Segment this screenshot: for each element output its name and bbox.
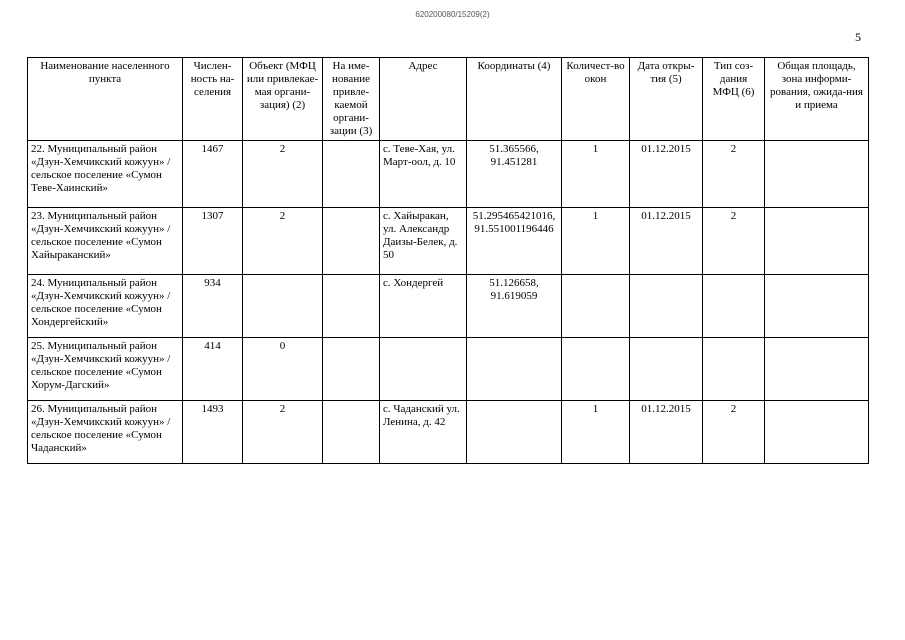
table-row: [28, 338, 869, 401]
document-stamp: 620200080/15209(2): [415, 10, 490, 19]
settlements-table: [27, 57, 869, 464]
windows-cell: 1: [562, 401, 630, 464]
table-row: [28, 401, 869, 464]
header-cell: Адрес: [380, 58, 467, 141]
address-cell: с. Хайыракан, ул. Александр Даизы-Белек, д. 50: [380, 208, 467, 275]
settlement-name-cell: 22. Муниципальный район «Дзун-Хемчикский кожуун» / сельское поселение «Сумон Теве-Хаинский»: [28, 141, 183, 208]
address-cell: с. Теве-Хая, ул. Март-оол, д. 10: [380, 141, 467, 208]
type-cell: 2: [703, 208, 765, 275]
area-cell: [765, 401, 869, 464]
type-cell: 2: [703, 401, 765, 464]
settlement-name-cell: 24. Муниципальный район «Дзун-Хемчикский кожуун» / сельское поселение «Сумон Хондергейский»: [28, 275, 183, 338]
coordinates-cell: 51.295465421016, 91.551001196446: [467, 208, 562, 275]
page-number: 5: [855, 30, 861, 44]
area-cell: [765, 141, 869, 208]
org-name-cell: [323, 401, 380, 464]
table-row: [28, 141, 869, 208]
settlement-name-cell: 26. Муниципальный район «Дзун-Хемчикский кожуун» / сельское поселение «Сумон Чаданский»: [28, 401, 183, 464]
settlement-name-cell: 23. Муниципальный район «Дзун-Хемчикский кожуун» / сельское поселение «Сумон Хайыраканский»: [28, 208, 183, 275]
population-cell: 1467: [183, 141, 243, 208]
header-cell: Наименование населенного пункта: [28, 58, 183, 141]
address-cell: [380, 338, 467, 401]
windows-cell: 1: [562, 141, 630, 208]
population-cell: 934: [183, 275, 243, 338]
area-cell: [765, 338, 869, 401]
type-cell: [703, 338, 765, 401]
table-header-row: [28, 58, 869, 141]
windows-cell: 1: [562, 208, 630, 275]
population-cell: 414: [183, 338, 243, 401]
header-cell: Дата откры-тия (5): [630, 58, 703, 141]
area-cell: [765, 208, 869, 275]
header-cell: Объект (МФЦ или привлекае-мая органи-зация) (2): [243, 58, 323, 141]
header-cell: Тип соз-дания МФЦ (6): [703, 58, 765, 141]
type-cell: [703, 275, 765, 338]
org-name-cell: [323, 141, 380, 208]
object-cell: 2: [243, 141, 323, 208]
object-cell: 2: [243, 208, 323, 275]
area-cell: [765, 275, 869, 338]
open-date-cell: [630, 338, 703, 401]
population-cell: 1307: [183, 208, 243, 275]
header-cell: Числен-ность на-селения: [183, 58, 243, 141]
table-row: [28, 208, 869, 275]
population-cell: 1493: [183, 401, 243, 464]
open-date-cell: 01.12.2015: [630, 401, 703, 464]
header-cell: Общая площадь, зона информи-рования, ожида-ния и приема: [765, 58, 869, 141]
coordinates-cell: [467, 338, 562, 401]
address-cell: с. Чаданский ул. Ленина, д. 42: [380, 401, 467, 464]
settlement-name-cell: 25. Муниципальный район «Дзун-Хемчикский кожуун» / сельское поселение «Сумон Хорум-Дагский»: [28, 338, 183, 401]
open-date-cell: [630, 275, 703, 338]
org-name-cell: [323, 275, 380, 338]
object-cell: 0: [243, 338, 323, 401]
coordinates-cell: 51.365566, 91.451281: [467, 141, 562, 208]
address-cell: с. Хондергей: [380, 275, 467, 338]
open-date-cell: 01.12.2015: [630, 208, 703, 275]
windows-cell: [562, 338, 630, 401]
table-row: [28, 275, 869, 338]
coordinates-cell: [467, 401, 562, 464]
header-cell: Количест-во окон: [562, 58, 630, 141]
org-name-cell: [323, 208, 380, 275]
windows-cell: [562, 275, 630, 338]
org-name-cell: [323, 338, 380, 401]
object-cell: 2: [243, 401, 323, 464]
header-cell: Координаты (4): [467, 58, 562, 141]
object-cell: [243, 275, 323, 338]
coordinates-cell: 51.126658, 91.619059: [467, 275, 562, 338]
type-cell: 2: [703, 141, 765, 208]
header-cell: На име-нование привле-каемой органи-зации (3): [323, 58, 380, 141]
open-date-cell: 01.12.2015: [630, 141, 703, 208]
